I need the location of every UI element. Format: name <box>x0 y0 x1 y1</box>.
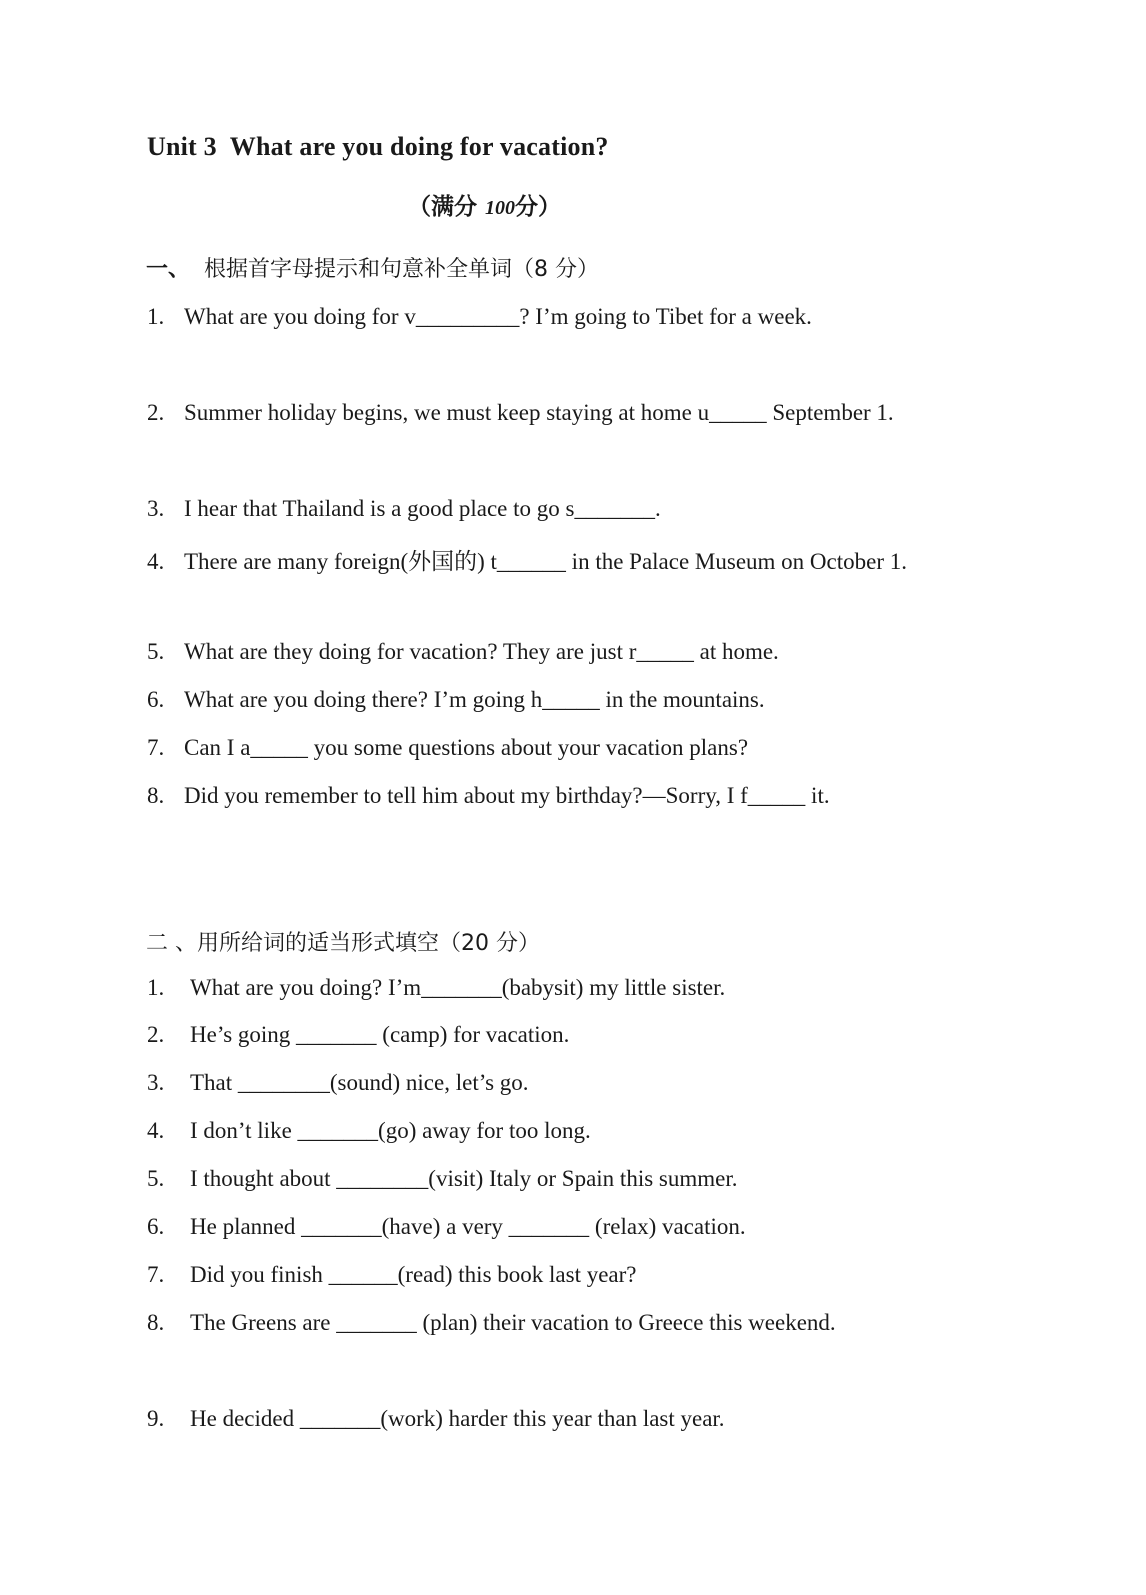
question-number: 2. <box>147 1022 165 1047</box>
question-text: Did you finish ______(read) this book last year? <box>190 1262 637 1287</box>
question-text: There are many foreign(外国的) t______ in the Palace Museum on October 1. <box>184 549 908 574</box>
section-2-question <box>147 1118 591 1144</box>
page-title: Unit 3 What are you doing for vacation? <box>147 132 609 161</box>
question-text: What are you doing for v_________? I’m going to Tibet for a week. <box>184 304 812 329</box>
question-number: 5. <box>147 1166 165 1191</box>
question-number: 1. <box>147 304 165 329</box>
question-text: I hear that Thailand is a good place to go s_______. <box>184 496 661 521</box>
question-number: 6. <box>147 687 165 712</box>
question-text: The Greens are _______ (plan) their vacation to Greece this weekend. <box>190 1310 836 1335</box>
question-text: He decided _______(work) harder this year than last year. <box>190 1406 725 1431</box>
question-text: What are you doing? I’m_______(babysit) my little sister. <box>190 975 726 1000</box>
section-1-question <box>147 687 765 713</box>
section-1-title: 根据首字母提示和句意补全单词（8 分） <box>204 257 600 282</box>
question-text: I thought about ________(visit) Italy or Spain this summer. <box>190 1166 738 1191</box>
score-note <box>408 188 561 221</box>
section-1-question <box>147 783 830 809</box>
question-number: 1. <box>147 975 165 1000</box>
question-text: He planned _______(have) a very _______ (relax) vacation. <box>190 1214 746 1239</box>
score-close: 分） <box>515 194 562 220</box>
question-text: What are they doing for vacation? They are just r_____ at home. <box>184 639 779 664</box>
section-1-question <box>147 400 894 426</box>
question-text: He’s going _______ (camp) for vacation. <box>190 1022 570 1047</box>
question-number: 5. <box>147 639 165 664</box>
section-2-marker: 二 、 <box>146 931 197 956</box>
question-number: 4. <box>147 1118 165 1143</box>
section-1-question <box>147 735 748 761</box>
question-number: 8. <box>147 1310 165 1335</box>
section-1-marker: 一、 <box>146 257 191 282</box>
section-1-heading <box>146 252 599 283</box>
section-2-question <box>147 1022 569 1048</box>
question-number: 3. <box>147 1070 165 1095</box>
question-text: I don’t like _______(go) away for too long. <box>190 1118 591 1143</box>
section-2-question <box>147 1262 637 1288</box>
question-text: Summer holiday begins, we must keep staying at home u_____ September 1. <box>184 400 894 425</box>
question-number: 4. <box>147 549 165 574</box>
section-1-question <box>147 543 907 576</box>
question-text: Can I a_____ you some questions about your vacation plans? <box>184 735 749 760</box>
section-2-question <box>147 975 725 1001</box>
section-2-question <box>147 1166 738 1192</box>
section-1-question <box>147 639 779 665</box>
score-value: 100 <box>485 197 516 219</box>
section-2-title: 用所给词的适当形式填空（20 分） <box>197 931 540 956</box>
section-1-question <box>147 496 661 522</box>
question-text: That ________(sound) nice, let’s go. <box>190 1070 529 1095</box>
section-2-question <box>147 1406 725 1432</box>
section-2-question <box>147 1214 746 1240</box>
question-number: 7. <box>147 1262 165 1287</box>
section-1-question <box>147 304 812 330</box>
question-number: 8. <box>147 783 165 808</box>
section-2-question <box>147 1070 529 1096</box>
question-number: 3. <box>147 496 165 521</box>
score-open: （满分 <box>408 194 486 220</box>
question-number: 2. <box>147 400 165 425</box>
question-number: 6. <box>147 1214 165 1239</box>
question-text: Did you remember to tell him about my birthday?—Sorry, I f_____ it. <box>184 783 830 808</box>
section-2-question <box>147 1310 836 1336</box>
question-text: What are you doing there? I’m going h_____ in the mountains. <box>184 687 765 712</box>
question-number: 7. <box>147 735 165 760</box>
question-number: 9. <box>147 1406 165 1431</box>
section-2-heading <box>146 926 540 957</box>
